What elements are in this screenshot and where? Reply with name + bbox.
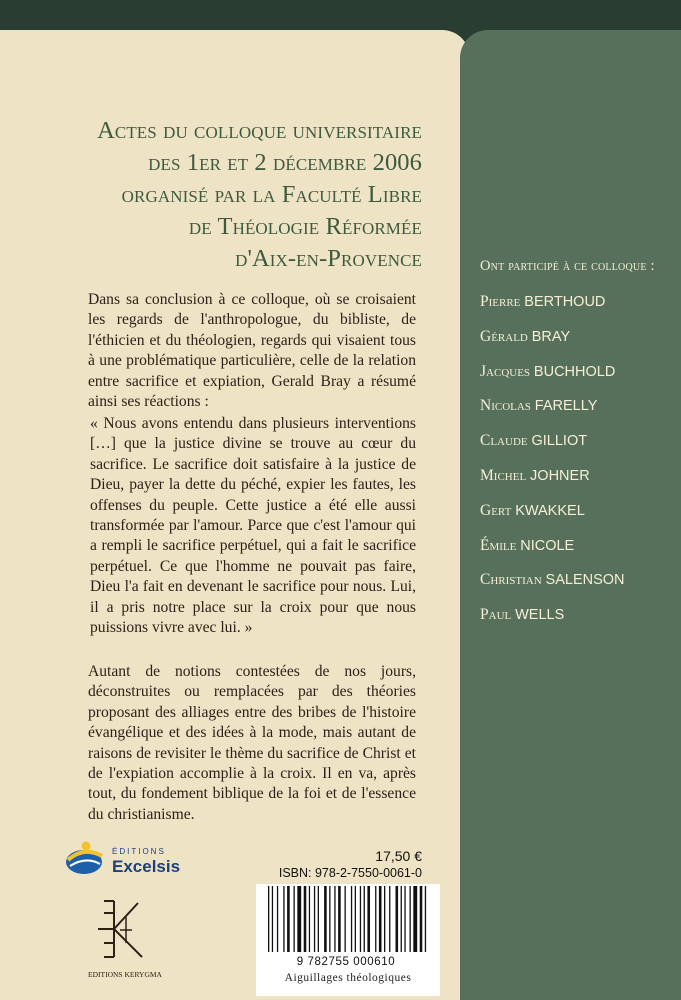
headline-line: d'Aix-en-Provence [235, 245, 422, 272]
participants-list [480, 258, 675, 641]
intro-paragraph: Dans sa conclusion à ce colloque, où se croisaient les regards de l'anthropologue, du bibliste, de l'éthicien et du théologien, regards qui visaient tous à une problématique particulière, celle de la relation entre sacrifice et expiation, Gerald Bray a résumé ainsi ses réactions : [88, 291, 416, 411]
series-title: Aiguillages théologiques [284, 972, 412, 984]
participant [480, 328, 675, 363]
headline-line: des 1er et 2 décembre 2006 [148, 149, 422, 176]
participant [480, 502, 675, 537]
participants-title: Ont participé à ce colloque : [480, 258, 655, 274]
participant-last-name: WELLS [515, 607, 565, 624]
participant-last-name: FARELLY [534, 398, 598, 415]
kerygma-name: EDITIONS KERYGMA [88, 970, 162, 979]
excelsis-logo [64, 834, 214, 884]
headline-line: Actes du colloque universitaire [97, 117, 422, 144]
participant-last-name: BRAY [531, 328, 571, 345]
headline-line: organisé par la Faculté Libre [121, 181, 422, 208]
participant-first-name: Nicolas [480, 397, 531, 415]
participant [480, 432, 675, 467]
participant-last-name: GILLIOT [531, 433, 588, 450]
participant-first-name: Émile [480, 536, 517, 554]
price: 17,50 € [375, 848, 422, 864]
participant [480, 363, 675, 398]
excelsis-name: Excelsis [112, 857, 181, 876]
side-panel-top [460, 30, 681, 58]
outro-paragraph: Autant de notions contestées de nos jours, déconstruites ou remplacées par des théories proposant des alliages entre des bribes de l'histoire évangélique et des idées à la mode, mais autant de raisons de revisiter le thème du sacrifice de Christ et de l'expiation accomplie à la croix. Il en va, après tout, du fondement biblique de la foi et de l'essence du christianisme. [88, 663, 416, 823]
headline [70, 115, 422, 275]
top-bar-curve [0, 30, 470, 58]
participant-first-name: Gérald [480, 327, 528, 345]
participant [480, 397, 675, 432]
participant-first-name: Gert [480, 501, 512, 519]
participant-last-name: BERTHOUD [524, 294, 606, 310]
participant-first-name: Paul [480, 606, 512, 624]
kerygma-logo [86, 895, 164, 985]
participant-first-name: Pierre [480, 293, 521, 310]
participant-first-name: Christian [480, 571, 542, 589]
excelsis-editions-label: ÉDITIONS [112, 847, 166, 856]
headline-line: de Théologie Réformée [188, 213, 422, 240]
participant-last-name: BUCHHOLD [533, 363, 616, 380]
participant-first-name: Claude [480, 432, 528, 450]
participant-last-name: NICOLE [520, 537, 575, 554]
participant-last-name: KWAKKEL [515, 502, 585, 519]
participant-last-name: SALENSON [545, 572, 625, 589]
participant [480, 293, 675, 328]
participant-last-name: JOHNER [530, 467, 590, 484]
barcode-area [256, 884, 440, 996]
barcode-digits: 9 782755 000610 [296, 956, 396, 968]
participant [480, 467, 675, 502]
participant [480, 571, 675, 606]
participant-first-name: Michel [480, 466, 527, 484]
quote-paragraph: « Nous avons entendu dans plusieurs interventions […] que la justice divine se trouve au cœur du sacrifice. Le sacrifice doit satisfaire à la justice de Dieu, payer la dette du péché, expier les fautes, les offenses du peuple. Cette justice a été elle aussi transformée par l'amour. Parce que c'est l'amour qui a rempli le sacrifice perpétuel, qui a fait le sacrifice perpétuel. Ce que l'homme ne pouvait pas faire, Dieu l'a fait en devenant le sacrifice pour nous. Lui, il a pris notre place sur la croix pour que nous puissions vivre avec lui. » [90, 415, 416, 637]
participant-first-name: Jacques [480, 362, 531, 380]
kerygma-emblem-icon [98, 901, 142, 957]
isbn: ISBN: 978-2-7550-0061-0 [278, 866, 422, 880]
barcode-icon [264, 884, 432, 956]
participant [480, 537, 675, 572]
participant [480, 606, 675, 641]
